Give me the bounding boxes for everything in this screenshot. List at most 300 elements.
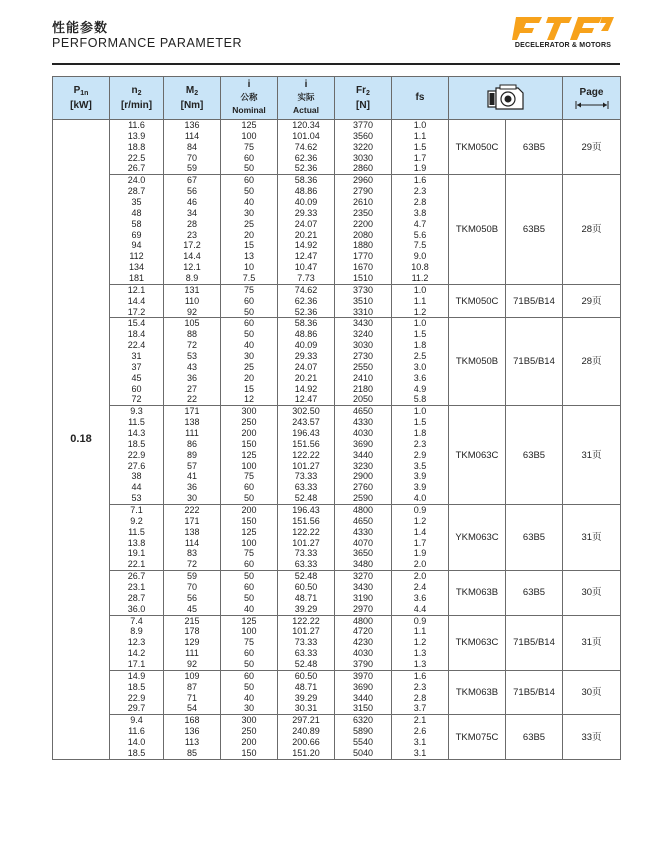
cell-m2: 113 (164, 737, 221, 748)
cell-n2: 69 (110, 230, 164, 241)
cell-fs: 1.0 (392, 318, 449, 329)
cell-n2: 11.6 (110, 726, 164, 737)
cell-i-actual: 297.21 (278, 715, 335, 726)
cell-m2: 110 (164, 296, 221, 307)
cell-i-actual: 63.33 (278, 559, 335, 570)
cell-i-actual: 196.43 (278, 505, 335, 516)
cell-i-nominal: 60 (221, 670, 278, 681)
cell-m2: 70 (164, 582, 221, 593)
cell-fr2: 3190 (335, 593, 392, 604)
cell-fs: 2.4 (392, 582, 449, 593)
cell-i-nominal: 50 (221, 186, 278, 197)
cell-i-actual: 122.22 (278, 615, 335, 626)
cell-fs: 1.8 (392, 428, 449, 439)
cell-i-nominal: 125 (221, 120, 278, 131)
cell-n2: 22.9 (110, 450, 164, 461)
cell-fr2: 3270 (335, 571, 392, 582)
cell-fs: 3.9 (392, 472, 449, 483)
col-header-m2: $M_2$ [Nm] (164, 77, 221, 120)
col-header-i-nominal: i 公称 Nominal (221, 77, 278, 120)
cell-n2: 13.9 (110, 131, 164, 142)
cell-model: YKM063C (449, 505, 506, 571)
cell-i-actual: 101.27 (278, 538, 335, 549)
cell-i-nominal: 100 (221, 538, 278, 549)
cell-i-nominal: 30 (221, 704, 278, 715)
cell-i-nominal: 20 (221, 373, 278, 384)
cell-fr2: 3030 (335, 340, 392, 351)
cell-i-actual: 101.27 (278, 461, 335, 472)
cell-fr2: 4800 (335, 505, 392, 516)
cell-i-actual: 12.47 (278, 394, 335, 405)
cell-i-actual: 52.48 (278, 659, 335, 670)
table-row (53, 670, 621, 681)
cell-fr2: 5540 (335, 737, 392, 748)
cell-fr2: 5040 (335, 748, 392, 759)
cell-n2: 58 (110, 219, 164, 230)
cell-i-nominal: 125 (221, 615, 278, 626)
cell-page: 31页 (563, 406, 621, 505)
cell-fs: 1.0 (392, 120, 449, 131)
cell-i-actual: 48.71 (278, 682, 335, 693)
cell-fr2: 3230 (335, 461, 392, 472)
cell-m2: 27 (164, 384, 221, 395)
cell-n2: 17.2 (110, 307, 164, 318)
cell-i-actual: 60.50 (278, 670, 335, 681)
cell-i-nominal: 75 (221, 142, 278, 153)
cell-m2: 138 (164, 417, 221, 428)
cell-n2: 28.7 (110, 593, 164, 604)
cell-i-nominal: 200 (221, 737, 278, 748)
cell-fr2: 2080 (335, 230, 392, 241)
cell-m2: 178 (164, 627, 221, 638)
cell-flange: 71B5/B14 (506, 318, 563, 406)
cell-n2: 14.2 (110, 648, 164, 659)
cell-m2: 105 (164, 318, 221, 329)
cell-fs: 3.5 (392, 461, 449, 472)
col-header-i-actual: i 实际 Actual (278, 77, 335, 120)
cell-fs: 2.1 (392, 715, 449, 726)
cell-i-actual: 73.33 (278, 637, 335, 648)
cell-model: TKM050C (449, 120, 506, 175)
cell-fr2: 2790 (335, 186, 392, 197)
cell-fs: 4.0 (392, 493, 449, 504)
cell-fr2: 4650 (335, 406, 392, 417)
col-header-n2: $n_2$ [r/min] (110, 77, 164, 120)
cell-m2: 83 (164, 549, 221, 560)
cell-i-actual: 48.71 (278, 593, 335, 604)
cell-n2: 35 (110, 197, 164, 208)
cell-n2: 18.5 (110, 439, 164, 450)
cell-fr2: 2960 (335, 175, 392, 186)
cell-model: TKM075C (449, 715, 506, 759)
cell-i-actual: 52.36 (278, 163, 335, 174)
cell-m2: 171 (164, 516, 221, 527)
cell-m2: 23 (164, 230, 221, 241)
cell-i-actual: 73.33 (278, 472, 335, 483)
cell-i-actual: 302.50 (278, 406, 335, 417)
cell-fs: 1.5 (392, 329, 449, 340)
cell-i-actual: 12.47 (278, 251, 335, 262)
cell-fr2: 4330 (335, 417, 392, 428)
cell-i-nominal: 250 (221, 726, 278, 737)
cell-i-actual: 39.29 (278, 693, 335, 704)
cell-i-actual: 73.33 (278, 549, 335, 560)
cell-page: 29页 (563, 120, 621, 175)
cell-i-nominal: 150 (221, 748, 278, 759)
logo-tagline: DECELERATOR & MOTORS (514, 42, 612, 49)
cell-n2: 29.7 (110, 704, 164, 715)
cell-fr2: 3220 (335, 142, 392, 153)
cell-fs: 1.7 (392, 153, 449, 164)
cell-flange: 63B5 (506, 571, 563, 615)
cell-i-actual: 20.21 (278, 230, 335, 241)
cell-i-actual: 52.36 (278, 307, 335, 318)
cell-fr2: 3690 (335, 439, 392, 450)
cell-fr2: 2900 (335, 472, 392, 483)
cell-fr2: 6320 (335, 715, 392, 726)
cell-i-actual: 29.33 (278, 351, 335, 362)
cell-fs: 3.6 (392, 593, 449, 604)
cell-page: 28页 (563, 318, 621, 406)
cell-fs: 3.0 (392, 362, 449, 373)
cell-n2: 38 (110, 472, 164, 483)
cell-i-nominal: 60 (221, 648, 278, 659)
cell-n2: 11.5 (110, 417, 164, 428)
cell-fs: 2.8 (392, 693, 449, 704)
cell-m2: 67 (164, 175, 221, 186)
cell-i-nominal: 60 (221, 559, 278, 570)
cell-fs: 3.7 (392, 704, 449, 715)
cell-n2: 45 (110, 373, 164, 384)
cell-fs: 2.3 (392, 186, 449, 197)
cell-m2: 12.1 (164, 262, 221, 273)
cell-n2: 26.7 (110, 163, 164, 174)
cell-i-nominal: 60 (221, 175, 278, 186)
cell-m2: 71 (164, 693, 221, 704)
cell-fr2: 2410 (335, 373, 392, 384)
cell-fs: 1.1 (392, 296, 449, 307)
cell-fr2: 3480 (335, 559, 392, 570)
cell-i-nominal: 50 (221, 493, 278, 504)
cell-i-actual: 122.22 (278, 527, 335, 538)
cell-m2: 136 (164, 726, 221, 737)
width-arrow-icon (575, 101, 609, 109)
cell-flange: 63B5 (506, 175, 563, 285)
cell-fr2: 4230 (335, 637, 392, 648)
cell-i-nominal: 75 (221, 472, 278, 483)
cell-m2: 92 (164, 659, 221, 670)
cell-i-actual: 14.92 (278, 384, 335, 395)
col-header-fr2: $Fr_2$ [N] (335, 77, 392, 120)
cell-fs: 10.8 (392, 262, 449, 273)
cell-i-nominal: 25 (221, 219, 278, 230)
cell-fr2: 3030 (335, 153, 392, 164)
cell-m2: 171 (164, 406, 221, 417)
cell-m2: 45 (164, 604, 221, 615)
cell-fs: 7.5 (392, 240, 449, 251)
cell-page: 29页 (563, 284, 621, 318)
cell-fr2: 3650 (335, 549, 392, 560)
cell-n2: 9.3 (110, 406, 164, 417)
cell-i-actual: 48.86 (278, 329, 335, 340)
cell-fs: 1.4 (392, 527, 449, 538)
cell-fs: 1.1 (392, 131, 449, 142)
cell-i-actual: 30.31 (278, 704, 335, 715)
cell-i-nominal: 60 (221, 318, 278, 329)
table-row (53, 505, 621, 516)
cell-i-nominal: 60 (221, 296, 278, 307)
cell-fr2: 3310 (335, 307, 392, 318)
cell-m2: 43 (164, 362, 221, 373)
cell-fr2: 2970 (335, 604, 392, 615)
cell-m2: 215 (164, 615, 221, 626)
cell-i-nominal: 60 (221, 482, 278, 493)
cell-flange: 71B5/B14 (506, 670, 563, 714)
cell-i-actual: 74.62 (278, 284, 335, 295)
cell-i-actual: 101.04 (278, 131, 335, 142)
cell-fs: 1.3 (392, 648, 449, 659)
gearbox-icon (486, 83, 526, 113)
cell-m2: 111 (164, 428, 221, 439)
cell-n2: 37 (110, 362, 164, 373)
col-header-gearbox (449, 77, 563, 120)
cell-n2: 48 (110, 208, 164, 219)
cell-n2: 17.1 (110, 659, 164, 670)
cell-m2: 28 (164, 219, 221, 230)
cell-fr2: 3730 (335, 284, 392, 295)
cell-fs: 2.0 (392, 571, 449, 582)
cell-n2: 14.3 (110, 428, 164, 439)
cell-m2: 17.2 (164, 240, 221, 251)
logo-mark-icon (512, 14, 614, 40)
cell-fr2: 2590 (335, 493, 392, 504)
cell-m2: 22 (164, 394, 221, 405)
cell-page: 30页 (563, 670, 621, 714)
cell-i-nominal: 300 (221, 715, 278, 726)
cell-fs: 1.6 (392, 670, 449, 681)
cell-fr2: 4720 (335, 627, 392, 638)
cell-m2: 59 (164, 571, 221, 582)
cell-fr2: 5890 (335, 726, 392, 737)
cell-n2: 22.5 (110, 153, 164, 164)
cell-i-actual: 200.66 (278, 737, 335, 748)
cell-m2: 114 (164, 538, 221, 549)
cell-i-nominal: 12 (221, 394, 278, 405)
cell-fs: 1.3 (392, 659, 449, 670)
cell-fs: 1.2 (392, 307, 449, 318)
cell-model: TKM063C (449, 406, 506, 505)
cell-i-nominal: 250 (221, 417, 278, 428)
cell-page: 30页 (563, 571, 621, 615)
table-row (53, 406, 621, 417)
cell-m2: 109 (164, 670, 221, 681)
cell-model: TKM063B (449, 571, 506, 615)
cell-i-actual: 52.48 (278, 493, 335, 504)
cell-i-actual: 48.86 (278, 186, 335, 197)
cell-fs: 1.5 (392, 417, 449, 428)
cell-fr2: 1510 (335, 273, 392, 284)
cell-fr2: 4800 (335, 615, 392, 626)
cell-i-actual: 151.20 (278, 748, 335, 759)
col-header-page: Page (563, 77, 621, 120)
cell-i-actual: 151.56 (278, 439, 335, 450)
cell-i-actual: 243.57 (278, 417, 335, 428)
cell-n2: 22.9 (110, 693, 164, 704)
cell-fs: 0.9 (392, 505, 449, 516)
cell-fs: 4.7 (392, 219, 449, 230)
cell-m2: 138 (164, 527, 221, 538)
cell-n2: 112 (110, 251, 164, 262)
cell-i-nominal: 15 (221, 240, 278, 251)
cell-i-nominal: 100 (221, 131, 278, 142)
cell-i-nominal: 125 (221, 450, 278, 461)
table-row (53, 318, 621, 329)
cell-i-actual: 58.36 (278, 318, 335, 329)
cell-m2: 41 (164, 472, 221, 483)
cell-n2: 26.7 (110, 571, 164, 582)
cell-i-nominal: 40 (221, 693, 278, 704)
cell-m2: 114 (164, 131, 221, 142)
cell-m2: 36 (164, 482, 221, 493)
cell-fs: 1.6 (392, 175, 449, 186)
cell-i-actual: 62.36 (278, 296, 335, 307)
cell-fr2: 2760 (335, 482, 392, 493)
cell-n2: 7.4 (110, 615, 164, 626)
cell-fs: 1.0 (392, 406, 449, 417)
cell-i-actual: 62.36 (278, 153, 335, 164)
cell-n2: 9.4 (110, 715, 164, 726)
cell-n2: 53 (110, 493, 164, 504)
table-row (53, 571, 621, 582)
cell-i-actual: 120.34 (278, 120, 335, 131)
cell-n2: 31 (110, 351, 164, 362)
cell-i-nominal: 200 (221, 505, 278, 516)
cell-i-nominal: 25 (221, 362, 278, 373)
cell-flange: 63B5 (506, 505, 563, 571)
cell-fr2: 4070 (335, 538, 392, 549)
cell-m2: 111 (164, 648, 221, 659)
cell-fr2: 3440 (335, 450, 392, 461)
cell-n2: 36.0 (110, 604, 164, 615)
table-header-row (53, 77, 621, 120)
cell-i-nominal: 50 (221, 682, 278, 693)
performance-table-body (53, 120, 621, 760)
cell-i-actual: 196.43 (278, 428, 335, 439)
cell-fs: 2.8 (392, 197, 449, 208)
cell-n2: 12.3 (110, 637, 164, 648)
cell-i-nominal: 75 (221, 284, 278, 295)
cell-fr2: 1880 (335, 240, 392, 251)
cell-n2: 11.6 (110, 120, 164, 131)
cell-fs: 1.5 (392, 142, 449, 153)
cell-i-actual: 63.33 (278, 648, 335, 659)
cell-n2: 28.7 (110, 186, 164, 197)
cell-n2: 22.1 (110, 559, 164, 570)
cell-fs: 2.6 (392, 726, 449, 737)
cell-n2: 14.0 (110, 737, 164, 748)
cell-fs: 4.4 (392, 604, 449, 615)
cell-fs: 3.9 (392, 482, 449, 493)
cell-fs: 11.2 (392, 273, 449, 284)
cell-fs: 1.9 (392, 549, 449, 560)
cell-i-nominal: 50 (221, 593, 278, 604)
cell-fr2: 2350 (335, 208, 392, 219)
cell-model: TKM050C (449, 284, 506, 318)
cell-i-nominal: 20 (221, 230, 278, 241)
cell-n2: 181 (110, 273, 164, 284)
page-title-cn: 性能参数 (52, 20, 109, 35)
cell-fr2: 3510 (335, 296, 392, 307)
cell-i-nominal: 100 (221, 627, 278, 638)
cell-n2: 23.1 (110, 582, 164, 593)
cell-i-nominal: 7.5 (221, 273, 278, 284)
cell-fs: 5.8 (392, 394, 449, 405)
cell-i-actual: 7.73 (278, 273, 335, 284)
cell-m2: 8.9 (164, 273, 221, 284)
cell-fr2: 1670 (335, 262, 392, 273)
cell-i-nominal: 30 (221, 351, 278, 362)
cell-i-nominal: 60 (221, 582, 278, 593)
cell-model: TKM063C (449, 615, 506, 670)
cell-page: 33页 (563, 715, 621, 759)
cell-fs: 2.0 (392, 559, 449, 570)
cell-fr2: 3690 (335, 682, 392, 693)
page-title-en: PERFORMANCE PARAMETER (52, 36, 243, 50)
cell-fs: 1.8 (392, 340, 449, 351)
cell-fs: 2.3 (392, 439, 449, 450)
col-header-fs: fs (392, 77, 449, 120)
company-logo (512, 14, 614, 54)
cell-n2: 15.4 (110, 318, 164, 329)
cell-i-actual: 39.29 (278, 604, 335, 615)
cell-i-nominal: 75 (221, 637, 278, 648)
cell-fs: 3.1 (392, 737, 449, 748)
cell-flange: 63B5 (506, 406, 563, 505)
cell-m2: 87 (164, 682, 221, 693)
cell-fr2: 4650 (335, 516, 392, 527)
cell-n2: 134 (110, 262, 164, 273)
cell-n2: 14.9 (110, 670, 164, 681)
cell-i-actual: 60.50 (278, 582, 335, 593)
cell-n2: 24.0 (110, 175, 164, 186)
cell-i-nominal: 100 (221, 461, 278, 472)
cell-fr2: 1770 (335, 251, 392, 262)
cell-i-actual: 122.22 (278, 450, 335, 461)
cell-model: TKM050B (449, 175, 506, 285)
cell-model: TKM050B (449, 318, 506, 406)
table-row (53, 615, 621, 626)
cell-flange: 63B5 (506, 120, 563, 175)
cell-m2: 70 (164, 153, 221, 164)
cell-fr2: 3970 (335, 670, 392, 681)
cell-fr2: 2550 (335, 362, 392, 373)
cell-i-actual: 58.36 (278, 175, 335, 186)
cell-fs: 1.7 (392, 538, 449, 549)
cell-m2: 14.4 (164, 251, 221, 262)
cell-fs: 1.0 (392, 284, 449, 295)
cell-fr2: 2200 (335, 219, 392, 230)
cell-fr2: 3430 (335, 582, 392, 593)
cell-m2: 222 (164, 505, 221, 516)
cell-page: 31页 (563, 615, 621, 670)
cell-fs: 3.1 (392, 748, 449, 759)
cell-n2: 18.4 (110, 329, 164, 340)
cell-m2: 53 (164, 351, 221, 362)
cell-page: 31页 (563, 505, 621, 571)
cell-n2: 22.4 (110, 340, 164, 351)
cell-m2: 54 (164, 704, 221, 715)
cell-i-nominal: 50 (221, 571, 278, 582)
